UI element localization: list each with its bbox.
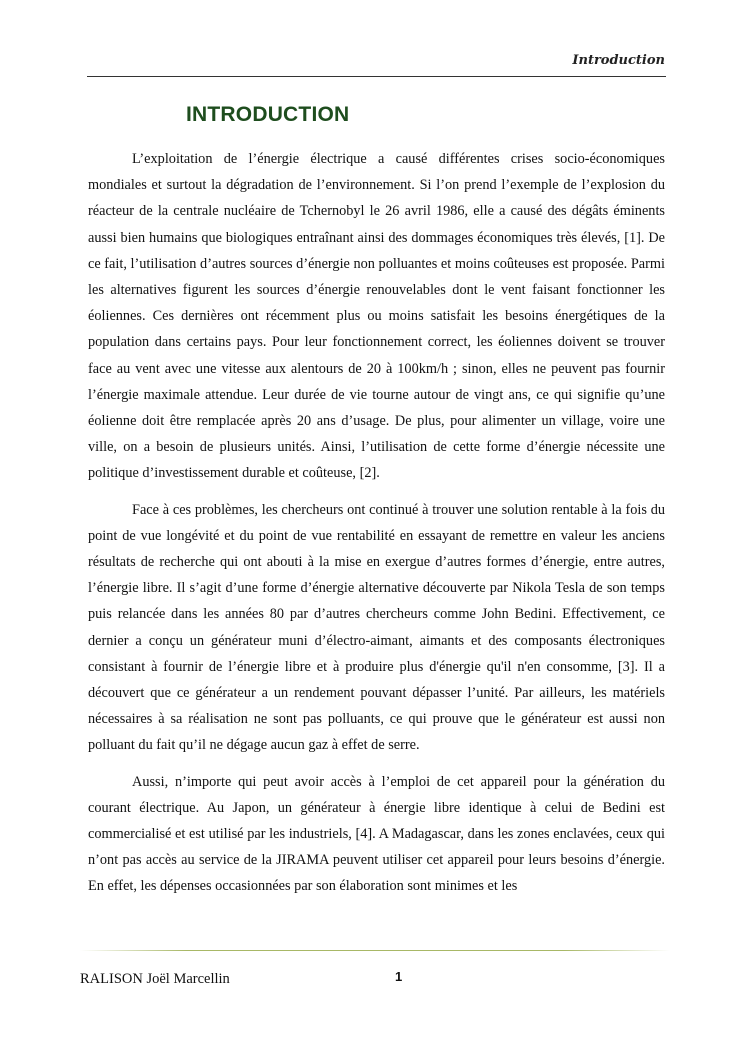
paragraph-1: L’exploitation de l’énergie électrique a causé différentes crises socio-économiques mondiales et surtout la dégradation de l’environnement. Si l’on prend l’exemple de l’explosion du réacteur de la centrale nucléaire de Tchernobyl le 26 avril 1986, elle a causé des dégâts éminents aussi bien humains que biologiques entraînant ainsi des dommages économiques très élevés, [1]. De ce fait, l’utilisation d’autres sources d’énergie non polluantes et moins coûteuses est proposée. Parmi les alternatives figurent les sources d’énergie renouvelables dont le vent faisant fonctionner les éoliennes. Ces dernières ont récemment plus ou moins satisfait les besoins énergétiques de la population dans certains pays. Pour leur fonctionnement correct, les éoliennes doivent se trouver face au vent avec une vitesse aux alentours de 20 à 100km/h ; sinon, elles ne peuvent pas fournir l’énergie maximale attendue. Leur durée de vie tourne autour de vingt ans, ce qui signifie qu’une éolienne doit être remplacée après 20 ans d’usage. De plus, pour alimenter un village, voire une ville, on a besoin de plusieurs unités. Ainsi, l’utilisation de cette forme d’énergie nécessite une politique d’investissement durable et coûteuse, [2]. bbox=[88, 151, 665, 482]
running-header-title: Introduction bbox=[572, 53, 665, 68]
footer-rule bbox=[80, 950, 670, 951]
body-text bbox=[88, 146, 665, 910]
header-rule bbox=[87, 76, 666, 77]
paragraph-2: Face à ces problèmes, les chercheurs ont continué à trouver une solution rentable à la fois du point de vue longévité et du point de vue rentabilité en essayant de remettre en valeur les anciens résultats de recherche qui ont abouti à la mise en exergue d’autres formes d’énergie, entre autres, l’énergie libre. Il s’agit d’une forme d’énergie alternative découverte par Nikola Tesla de son temps puis relancée dans les années 80 par d’autres chercheurs comme John Bedini. Effectivement, ce dernier a conçu un générateur muni d’électro-aimant, aimants et des composants électroniques consistant à fournir de l’énergie libre et à produire plus d'énergie qu'il n'en consomme, [3]. Il a découvert que ce générateur a un rendement pouvant dépasser l’unité. Par ailleurs, les matériels nécessaires à sa réalisation ne sont pas polluants, ce qui prouve que le générateur est aussi non polluant du fait qu’il ne dégage aucun gaz à effet de serre. bbox=[88, 501, 665, 754]
paragraph-3: Aussi, n’importe qui peut avoir accès à l’emploi de cet appareil pour la génération du courant électrique. Au Japon, un générateur à énergie libre identique à celui de Bedini est commercialisé et est utilisé par les industriels, [4]. A Madagascar, dans les zones enclavées, ceux qui n’ont pas accès au service de la JIRAMA peuvent utiliser cet appareil pour leurs besoins d’énergie. En effet, les dépenses occasionnées par son élaboration sont minimes et les bbox=[88, 773, 665, 895]
page-number: 1 bbox=[395, 969, 403, 984]
footer-author: RALISON Joël Marcellin bbox=[80, 971, 230, 987]
page-heading: INTRODUCTION bbox=[186, 103, 350, 126]
